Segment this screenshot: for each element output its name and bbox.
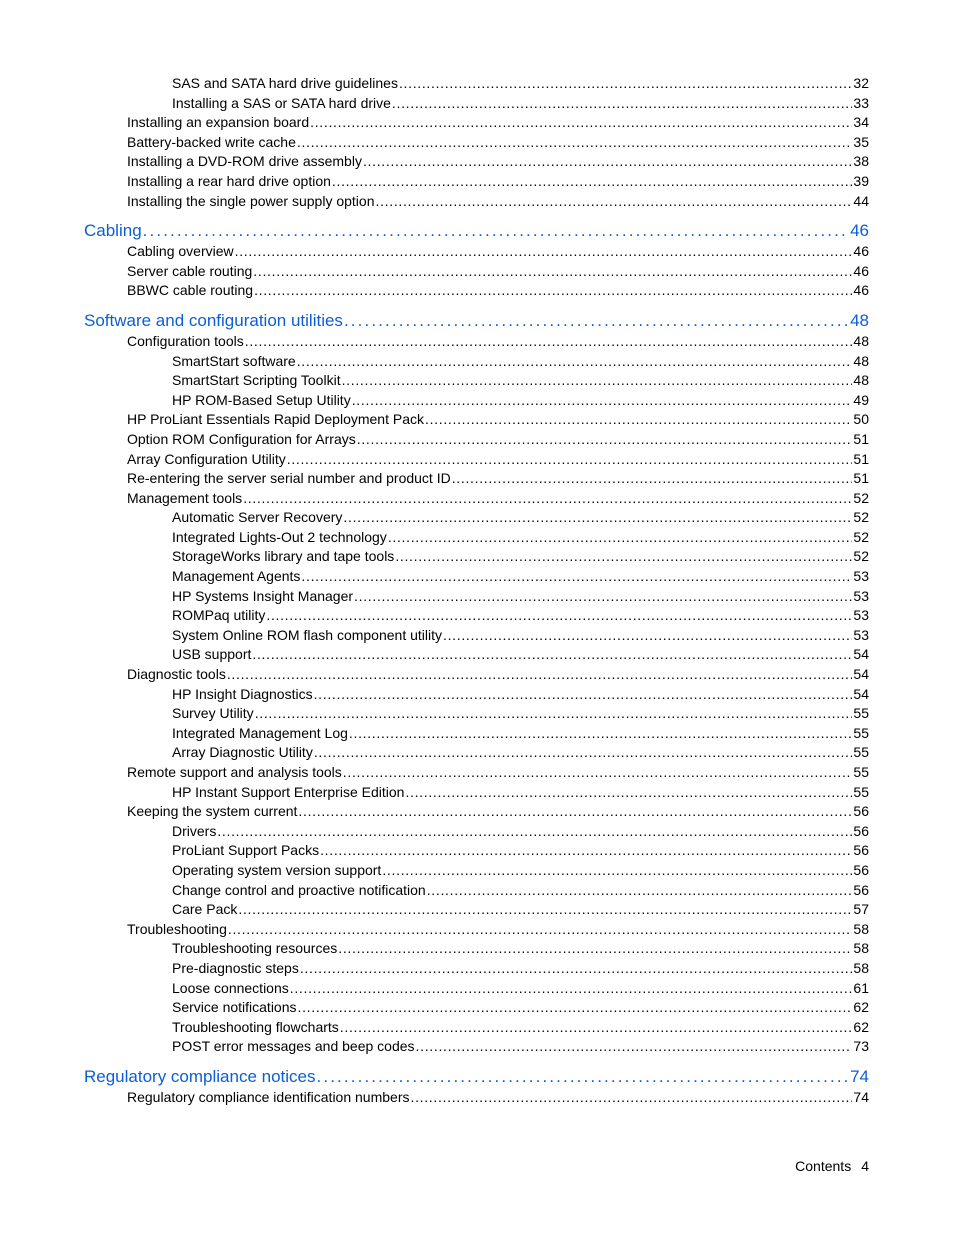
toc-entry[interactable] bbox=[84, 262, 869, 282]
toc-entry[interactable] bbox=[84, 489, 869, 509]
toc-dot-leader bbox=[343, 763, 853, 783]
toc-dot-leader bbox=[253, 262, 852, 282]
toc-dot-leader bbox=[354, 587, 852, 607]
toc-entry-page: 54 bbox=[853, 666, 869, 683]
toc-entry[interactable] bbox=[84, 74, 869, 94]
toc-dot-leader bbox=[410, 1088, 852, 1108]
toc-entry-title: Troubleshooting bbox=[127, 920, 227, 937]
toc-entry-page: 55 bbox=[853, 764, 869, 780]
toc-entry-page: 56 bbox=[853, 803, 869, 820]
toc-entry-page: 55 bbox=[853, 783, 869, 800]
toc-entry-page: 55 bbox=[853, 724, 869, 741]
toc-dot-leader bbox=[297, 133, 853, 153]
toc-entry-title: Management Agents bbox=[172, 568, 301, 585]
toc-entry-title: Troubleshooting resources bbox=[172, 940, 338, 957]
toc-entry[interactable] bbox=[84, 645, 869, 665]
toc-entry-page: 53 bbox=[853, 626, 869, 643]
toc-dot-leader bbox=[395, 547, 852, 567]
toc-entry[interactable] bbox=[84, 763, 869, 783]
toc-entry-page: 74 bbox=[853, 1088, 869, 1105]
toc-dot-leader bbox=[342, 371, 853, 391]
toc-entry-page: 51 bbox=[853, 450, 869, 467]
toc-dot-leader bbox=[228, 920, 853, 940]
toc-entry-title: Array Configuration Utility bbox=[127, 450, 286, 467]
toc-dot-leader bbox=[290, 979, 853, 999]
toc-dot-leader bbox=[235, 242, 853, 262]
toc-entry[interactable] bbox=[84, 352, 869, 372]
toc-entry-title: Installing a rear hard drive option bbox=[127, 172, 331, 189]
toc-dot-leader bbox=[243, 489, 852, 509]
toc-entry-page: 56 bbox=[853, 861, 869, 878]
toc-entry-page: 51 bbox=[853, 470, 869, 487]
toc-entry-title: Survey Utility bbox=[172, 705, 254, 722]
toc-entry-page: 44 bbox=[853, 192, 869, 209]
toc-entry[interactable] bbox=[84, 1037, 869, 1057]
toc-entry[interactable] bbox=[84, 469, 869, 489]
toc-entry-title: Keeping the system current bbox=[127, 803, 298, 820]
toc-entry-page: 39 bbox=[853, 172, 869, 189]
toc-entry[interactable] bbox=[84, 371, 869, 391]
toc-entry[interactable] bbox=[84, 900, 869, 920]
toc-entry-page: 62 bbox=[853, 999, 869, 1016]
toc-entry-page: 57 bbox=[853, 901, 869, 918]
toc-dot-leader bbox=[317, 1066, 850, 1088]
toc-dot-leader bbox=[363, 152, 852, 172]
toc-dot-leader bbox=[254, 281, 852, 301]
toc-dot-leader bbox=[314, 685, 853, 705]
toc-entry-title: HP ROM-Based Setup Utility bbox=[172, 391, 351, 408]
toc-entry-title: Service notifications bbox=[172, 999, 297, 1016]
toc-entry[interactable] bbox=[84, 1018, 869, 1038]
toc-entry-title: Installing a DVD-ROM drive assembly bbox=[127, 153, 362, 170]
toc-dot-leader bbox=[314, 743, 853, 763]
toc-entry-title: Change control and proactive notification bbox=[172, 881, 426, 898]
toc-entry-page: 56 bbox=[853, 881, 869, 898]
toc-entry-title: USB support bbox=[172, 646, 252, 663]
toc-dot-leader bbox=[238, 900, 852, 920]
toc-dot-leader bbox=[443, 626, 852, 646]
toc-dot-leader bbox=[405, 783, 852, 803]
toc-entry[interactable] bbox=[84, 410, 869, 430]
toc-entry[interactable] bbox=[84, 998, 869, 1018]
toc-entry[interactable] bbox=[84, 391, 869, 411]
toc-entry[interactable] bbox=[84, 841, 869, 861]
toc-dot-leader bbox=[320, 841, 852, 861]
toc-dot-leader bbox=[332, 172, 853, 192]
toc-entry-title: HP Instant Support Enterprise Edition bbox=[172, 783, 405, 800]
toc-entry-page: 56 bbox=[853, 842, 869, 859]
toc-dot-leader bbox=[301, 567, 852, 587]
toc-entry-page: 46 bbox=[853, 243, 869, 260]
toc-dot-leader bbox=[427, 881, 853, 901]
toc-entry[interactable] bbox=[84, 979, 869, 999]
toc-entry-title: ProLiant Support Packs bbox=[172, 842, 320, 859]
toc-entry-page: 55 bbox=[853, 744, 869, 761]
toc-entry-title: Cabling overview bbox=[127, 243, 234, 260]
toc-entry-page: 53 bbox=[853, 587, 869, 604]
toc-dot-leader bbox=[217, 822, 852, 842]
toc-entry-title: StorageWorks library and tape tools bbox=[172, 548, 395, 565]
toc-entry-title: SmartStart software bbox=[172, 352, 296, 369]
toc-entry[interactable] bbox=[84, 861, 869, 881]
toc-chapter-entry[interactable] bbox=[84, 1066, 869, 1088]
toc-dot-leader bbox=[352, 391, 853, 411]
toc-entry-page: 49 bbox=[853, 391, 869, 408]
toc-entry-title: Remote support and analysis tools bbox=[127, 764, 342, 780]
toc-entry-page: 53 bbox=[853, 568, 869, 585]
toc-entry-title: Installing the single power supply option bbox=[127, 192, 375, 209]
toc-entry-page: 48 bbox=[853, 352, 869, 369]
page-footer bbox=[795, 1158, 869, 1174]
toc-entry-title: Operating system version support bbox=[172, 861, 382, 878]
toc-entry[interactable] bbox=[84, 508, 869, 528]
toc-entry-title: SAS and SATA hard drive guidelines bbox=[172, 75, 398, 91]
toc-entry[interactable] bbox=[84, 547, 869, 567]
toc-entry-title: SmartStart Scripting Toolkit bbox=[172, 372, 341, 389]
toc-entry-title: Regulatory compliance identification numbers bbox=[127, 1088, 410, 1105]
toc-entry-page: 35 bbox=[853, 133, 869, 150]
toc-entry[interactable] bbox=[84, 606, 869, 626]
toc-entry-page: 52 bbox=[853, 489, 869, 506]
toc-dot-leader bbox=[452, 469, 853, 489]
table-of-contents bbox=[84, 74, 869, 1108]
toc-entry-title: HP ProLiant Essentials Rapid Deployment Pack bbox=[127, 411, 425, 428]
toc-entry-title: Management tools bbox=[127, 489, 243, 506]
toc-entry-page: 56 bbox=[853, 822, 869, 839]
toc-chapter-entry[interactable] bbox=[84, 310, 869, 332]
toc-entry-title: Troubleshooting flowcharts bbox=[172, 1018, 339, 1035]
toc-entry-page: 50 bbox=[853, 411, 869, 428]
toc-entry-page: 61 bbox=[853, 979, 869, 996]
toc-dot-leader bbox=[357, 430, 853, 450]
toc-dot-leader bbox=[143, 220, 849, 242]
toc-entry[interactable] bbox=[84, 881, 869, 901]
toc-entry-page: 38 bbox=[853, 153, 869, 170]
toc-dot-leader bbox=[266, 606, 852, 626]
toc-entry-title: Integrated Lights-Out 2 technology bbox=[172, 528, 387, 545]
toc-entry-title: HP Insight Diagnostics bbox=[172, 685, 313, 702]
toc-entry[interactable] bbox=[84, 172, 869, 192]
toc-entry[interactable] bbox=[84, 587, 869, 607]
toc-entry[interactable] bbox=[84, 626, 869, 646]
toc-entry-page: 73 bbox=[853, 1038, 869, 1055]
toc-entry-title: Care Pack bbox=[172, 901, 238, 918]
toc-entry-page: 53 bbox=[853, 607, 869, 624]
footer-label: Contents bbox=[795, 1158, 852, 1174]
toc-entry-page: 51 bbox=[853, 430, 869, 447]
toc-entry-page: 48 bbox=[853, 332, 869, 349]
toc-entry-title: Installing a SAS or SATA hard drive bbox=[172, 94, 391, 111]
toc-entry[interactable] bbox=[84, 281, 869, 301]
toc-entry-page: 32 bbox=[853, 75, 869, 91]
toc-dot-leader bbox=[388, 528, 853, 548]
toc-entry-page: 48 bbox=[853, 372, 869, 389]
toc-dot-leader bbox=[298, 998, 853, 1018]
toc-dot-leader bbox=[300, 959, 853, 979]
toc-dot-leader bbox=[344, 310, 849, 332]
toc-entry-title: Automatic Server Recovery bbox=[172, 509, 343, 526]
toc-entry[interactable] bbox=[84, 743, 869, 763]
toc-entry-title: Drivers bbox=[172, 822, 217, 839]
toc-entry-title: Diagnostic tools bbox=[127, 666, 226, 683]
toc-entry[interactable] bbox=[84, 783, 869, 803]
toc-entry-page: 52 bbox=[853, 548, 869, 565]
toc-entry-page: 74 bbox=[850, 1066, 869, 1086]
toc-dot-leader bbox=[340, 1018, 853, 1038]
toc-entry-title: BBWC cable routing bbox=[127, 282, 254, 299]
toc-entry-page: 33 bbox=[853, 94, 869, 111]
toc-dot-leader bbox=[255, 704, 853, 724]
toc-entry[interactable] bbox=[84, 959, 869, 979]
toc-entry-page: 54 bbox=[853, 646, 869, 663]
toc-dot-leader bbox=[343, 508, 852, 528]
toc-entry-page: 46 bbox=[850, 221, 869, 241]
toc-entry-page: 52 bbox=[853, 528, 869, 545]
toc-chapter-entry[interactable] bbox=[84, 220, 869, 242]
toc-entry-title: Array Diagnostic Utility bbox=[172, 744, 313, 761]
toc-entry[interactable] bbox=[84, 567, 869, 587]
toc-entry-title: Regulatory compliance notices bbox=[84, 1066, 316, 1086]
toc-entry-page: 58 bbox=[853, 920, 869, 937]
toc-entry-title: HP Systems Insight Manager bbox=[172, 587, 354, 604]
toc-dot-leader bbox=[376, 192, 853, 212]
toc-entry[interactable] bbox=[84, 133, 869, 153]
toc-entry-title: Pre-diagnostic steps bbox=[172, 959, 299, 976]
toc-entry[interactable] bbox=[84, 724, 869, 744]
toc-entry[interactable] bbox=[84, 704, 869, 724]
toc-entry-page: 48 bbox=[850, 310, 869, 330]
toc-entry[interactable] bbox=[84, 430, 869, 450]
toc-entry-page: 34 bbox=[853, 114, 869, 131]
toc-entry-title: Configuration tools bbox=[127, 332, 244, 349]
toc-entry-page: 46 bbox=[853, 282, 869, 299]
toc-entry[interactable] bbox=[84, 1088, 869, 1108]
toc-entry-title: System Online ROM flash component utility bbox=[172, 626, 442, 643]
toc-entry[interactable] bbox=[84, 152, 869, 172]
toc-entry[interactable] bbox=[84, 450, 869, 470]
toc-entry[interactable] bbox=[84, 802, 869, 822]
toc-entry[interactable] bbox=[84, 113, 869, 133]
toc-entry[interactable] bbox=[84, 332, 869, 352]
toc-entry-title: Installing an expansion board bbox=[127, 114, 310, 131]
toc-entry[interactable] bbox=[84, 665, 869, 685]
toc-entry-page: 58 bbox=[853, 940, 869, 957]
toc-entry-title: Re-entering the server serial number and product ID bbox=[127, 470, 451, 487]
toc-entry[interactable] bbox=[84, 528, 869, 548]
toc-entry[interactable] bbox=[84, 242, 869, 262]
toc-entry-page: 54 bbox=[853, 685, 869, 702]
toc-entry-page: 52 bbox=[853, 509, 869, 526]
toc-entry[interactable] bbox=[84, 192, 869, 212]
toc-dot-leader bbox=[297, 352, 853, 372]
toc-entry-page: 46 bbox=[853, 262, 869, 279]
toc-entry-page: 55 bbox=[853, 705, 869, 722]
toc-dot-leader bbox=[399, 74, 852, 94]
toc-entry-page: 58 bbox=[853, 959, 869, 976]
toc-entry-title: Loose connections bbox=[172, 979, 289, 996]
toc-dot-leader bbox=[338, 939, 852, 959]
toc-dot-leader bbox=[298, 802, 852, 822]
toc-entry-page: 62 bbox=[853, 1018, 869, 1035]
toc-entry[interactable] bbox=[84, 920, 869, 940]
toc-entry-title: Battery-backed write cache bbox=[127, 133, 296, 150]
toc-entry[interactable] bbox=[84, 685, 869, 705]
toc-dot-leader bbox=[416, 1037, 853, 1057]
toc-entry-title: Software and configuration utilities bbox=[84, 310, 343, 330]
toc-dot-leader bbox=[245, 332, 853, 352]
toc-dot-leader bbox=[287, 450, 853, 470]
toc-entry-title: POST error messages and beep codes bbox=[172, 1038, 415, 1055]
toc-entry-title: Option ROM Configuration for Arrays bbox=[127, 430, 356, 447]
toc-entry-title: Integrated Management Log bbox=[172, 724, 348, 741]
toc-dot-leader bbox=[382, 861, 852, 881]
toc-entry[interactable] bbox=[84, 94, 869, 114]
toc-dot-leader bbox=[349, 724, 853, 744]
toc-entry[interactable] bbox=[84, 822, 869, 842]
toc-entry-title: Server cable routing bbox=[127, 262, 253, 279]
toc-dot-leader bbox=[310, 113, 852, 133]
toc-dot-leader bbox=[227, 665, 853, 685]
toc-entry-title: ROMPaq utility bbox=[172, 607, 266, 624]
toc-entry-title: Cabling bbox=[84, 221, 142, 241]
toc-dot-leader bbox=[425, 410, 852, 430]
toc-dot-leader bbox=[392, 94, 853, 114]
toc-entry[interactable] bbox=[84, 939, 869, 959]
toc-dot-leader bbox=[252, 645, 852, 665]
footer-page-number: 4 bbox=[861, 1158, 869, 1174]
